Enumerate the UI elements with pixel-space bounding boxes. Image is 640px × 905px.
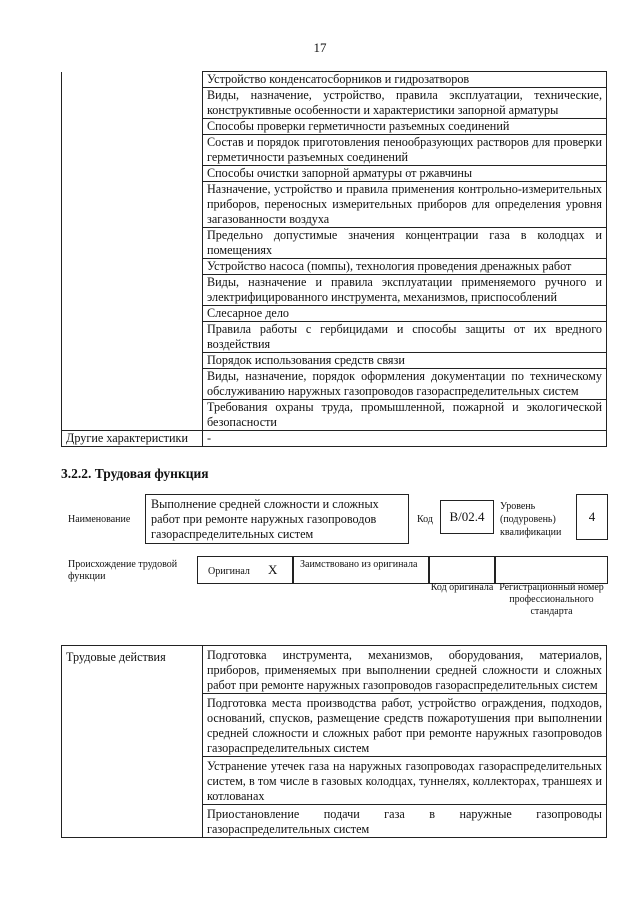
origin-reg-number-box bbox=[495, 556, 608, 584]
knowledge-item: Слесарное дело bbox=[203, 306, 607, 322]
section-heading: 3.2.2. Трудовая функция bbox=[61, 466, 209, 481]
labor-action-item: Подготовка инструмента, механизмов, оборудования, материалов, приборов, применяемых при выполнении средней сложности и сложных работ при ремонте наружных газопроводов газораспределительных систем bbox=[203, 646, 607, 694]
code-value-box: B/02.4 bbox=[440, 500, 494, 534]
labor-action-item: Подготовка места производства работ, устройство ограждения, подходов, оснований, спусков, размещение средств пожаротушения при выполнении средней сложности и сложных работ при ремонте наружных газопроводов газораспределительных систем bbox=[203, 694, 607, 757]
knowledge-left-cell bbox=[62, 72, 203, 431]
level-label: Уровень (подуровень) квалификации bbox=[500, 501, 562, 538]
table-row bbox=[62, 72, 607, 88]
level-value-box: 4 bbox=[576, 494, 608, 540]
knowledge-item: Устройство насоса (помпы), технология проведения дренажных работ bbox=[203, 259, 607, 275]
knowledge-item: Виды, назначение и правила эксплуатации применяемого ручного и электрифицированного инструмента, механизмов, приспособлений bbox=[203, 275, 607, 306]
function-name-box: Выполнение средней сложности и сложных работ при ремонте наружных газопроводов газораспределительных систем bbox=[145, 494, 409, 544]
knowledge-item: Способы проверки герметичности разъемных соединений bbox=[203, 119, 607, 135]
other-characteristics-value: - bbox=[203, 431, 607, 447]
reg-number-caption: Регистрационный номер профессионального стандарта bbox=[499, 582, 604, 617]
origin-label: Происхождение трудовой функции bbox=[68, 559, 178, 582]
knowledge-item: Предельно допустимые значения концентрации газа в колодцах и помещениях bbox=[203, 228, 607, 259]
code-label: Код bbox=[417, 514, 433, 525]
origin-original-box bbox=[197, 556, 293, 584]
origin-code-box bbox=[429, 556, 495, 584]
other-characteristics-label: Другие характеристики bbox=[62, 431, 203, 447]
labor-actions-label: Трудовые действия bbox=[62, 646, 203, 838]
knowledge-table bbox=[61, 71, 607, 447]
knowledge-item: Требования охраны труда, промышленной, пожарной и экологической безопасности bbox=[203, 400, 607, 431]
knowledge-item: Устройство конденсатосборников и гидрозатворов bbox=[203, 72, 607, 88]
knowledge-item: Состав и порядок приготовления пенообразующих растворов для проверки герметичности разъемных соединений bbox=[203, 135, 607, 166]
knowledge-item: Порядок использования средств связи bbox=[203, 353, 607, 369]
origin-borrowed-box bbox=[293, 556, 429, 584]
knowledge-item: Виды, назначение, устройство, правила эксплуатации, технические, конструктивные особенности и характеристики запорной арматуры bbox=[203, 88, 607, 119]
table-row bbox=[62, 431, 607, 447]
table-row bbox=[62, 646, 607, 694]
page-number: 17 bbox=[313, 40, 327, 55]
knowledge-item: Способы очистки запорной арматуры от ржавчины bbox=[203, 166, 607, 182]
labor-action-item: Устранение утечек газа на наружных газопроводах газораспределительных систем, в том числе в газовых колодцах, туннелях, коллекторах, траншеях и котлованах bbox=[203, 757, 607, 805]
knowledge-item: Назначение, устройство и правила применения контрольно-измерительных приборов, переносных измерительных приборов для определения уровня загазованности воздуха bbox=[203, 182, 607, 228]
labor-actions-table bbox=[61, 645, 607, 838]
code-caption: Код оригинала bbox=[430, 582, 494, 593]
knowledge-item: Виды, назначение, порядок оформления документации по техническому обслуживанию наружных газопроводов газораспределительных систем bbox=[203, 369, 607, 400]
original-label: Оригинал bbox=[208, 566, 250, 577]
knowledge-item: Правила работы с гербицидами и способы защиты от их вредного воздействия bbox=[203, 322, 607, 353]
original-mark: X bbox=[268, 562, 278, 577]
labor-action-item: Приостановление подачи газа в наружные газопроводы газораспределительных систем bbox=[203, 805, 607, 838]
name-label: Наименование bbox=[68, 514, 131, 525]
borrowed-label: Заимствовано из оригинала bbox=[300, 559, 418, 570]
